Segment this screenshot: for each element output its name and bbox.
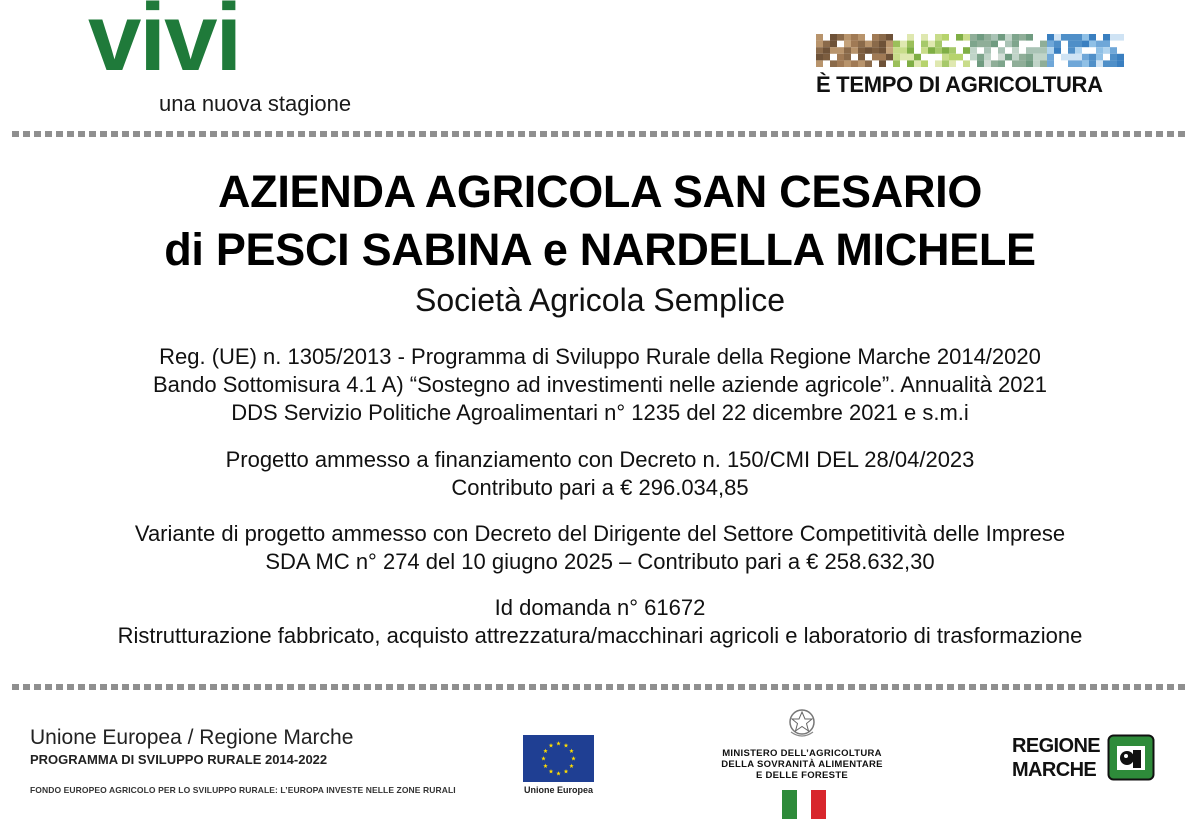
mosaic-pixel [907,54,914,61]
mosaic-pixel [816,47,823,54]
mosaic-pixel [935,47,942,54]
mosaic-pixel [851,41,858,48]
project-line: Contributo pari a € 296.034,85 [451,475,749,500]
eu-flag-icon [523,735,594,782]
regione-marche-wordmark [1012,734,1100,782]
mosaic-pixel [1110,34,1117,41]
mosaic-pixel [1082,34,1089,41]
italian-flag-green [782,790,797,819]
mosaic-pixel [858,60,865,67]
mosaic-pixel [1019,34,1026,41]
mosaic-pixel [879,47,886,54]
regulation-line: DDS Servizio Politiche Agroalimentari n° 1235 del 22 dicembre 2021 e s.m.i [231,400,969,425]
mosaic-pixel [1047,34,1054,41]
mosaic-pixel [1061,34,1068,41]
mosaic-pixel [1068,41,1075,48]
mosaic-pixel [907,41,914,48]
mosaic-pixel [851,47,858,54]
mosaic-pixel [865,41,872,48]
mosaic-pixel [816,60,823,67]
mosaic-pixel [886,41,893,48]
divider-top [12,131,1188,137]
mosaic-pixel [963,47,970,54]
pixel-mosaic-icon [816,34,1124,67]
italian-emblem-icon [786,704,818,740]
mosaic-pixel [1082,54,1089,61]
mosaic-pixel [1040,41,1047,48]
mosaic-pixel [998,54,1005,61]
mosaic-pixel [837,47,844,54]
mosaic-pixel [942,47,949,54]
mosaic-pixel [970,54,977,61]
mosaic-pixel [879,54,886,61]
mosaic-pixel [956,34,963,41]
company-title-line-2: di PESCI SABINA e NARDELLA MICHELE [164,224,1036,275]
mosaic-pixel [984,34,991,41]
vivi-logo-word: vivi [88,0,241,91]
mosaic-pixel [921,60,928,67]
mosaic-pixel [963,60,970,67]
mosaic-pixel [970,41,977,48]
mosaic-pixel [830,47,837,54]
regulation-line: Reg. (UE) n. 1305/2013 - Programma di Sviluppo Rurale della Regione Marche 2014/2020 [159,344,1041,369]
mosaic-pixel [865,60,872,67]
italian-flag-white [797,790,812,819]
mosaic-pixel [1012,34,1019,41]
mosaic-pixel [1061,54,1068,61]
mosaic-pixel [823,41,830,48]
mosaic-pixel [907,47,914,54]
mosaic-pixel [893,41,900,48]
mosaic-pixel [865,47,872,54]
mosaic-pixel [949,54,956,61]
mosaic-pixel [1005,41,1012,48]
mosaic-pixel [816,34,823,41]
divider-bottom [12,684,1188,690]
mosaic-pixel [1068,34,1075,41]
mosaic-pixel [893,47,900,54]
mosaic-pixel [823,54,830,61]
mosaic-pixel [1054,34,1061,41]
mosaic-pixel [1089,54,1096,61]
mosaic-pixel [921,41,928,48]
mosaic-pixel [949,60,956,67]
mosaic-pixel [844,34,851,41]
mosaic-pixel [935,41,942,48]
mosaic-pixel [1110,54,1117,61]
mosaic-pixel [816,54,823,61]
mosaic-pixel [1054,47,1061,54]
eu-region-title: Unione Europea / Regione Marche [30,726,354,749]
mosaic-pixel [830,41,837,48]
mosaic-pixel [1040,47,1047,54]
mosaic-pixel [900,47,907,54]
regione-marche-emblem-icon [1107,734,1155,781]
mosaic-pixel [879,34,886,41]
mosaic-pixel [1075,41,1082,48]
mosaic-pixel [1075,34,1082,41]
mosaic-pixel [844,41,851,48]
mosaic-pixel [1047,60,1054,67]
mosaic-pixel [872,54,879,61]
mosaic-pixel [970,47,977,54]
mosaic-pixel [851,34,858,41]
mosaic-pixel [1033,47,1040,54]
mosaic-pixel [1110,47,1117,54]
mosaic-pixel [977,54,984,61]
mosaic-pixel [991,60,998,67]
mosaic-pixel [984,41,991,48]
mosaic-pixel [837,54,844,61]
mosaic-pixel [830,60,837,67]
mosaic-pixel [1096,41,1103,48]
mosaic-pixel [935,34,942,41]
mosaic-pixel [823,47,830,54]
mosaic-pixel [977,41,984,48]
mosaic-pixel [1082,41,1089,48]
mosaic-pixel [942,60,949,67]
mosaic-pixel [1033,60,1040,67]
mosaic-pixel [858,34,865,41]
mosaic-pixel [844,60,851,67]
mosaic-pixel [858,41,865,48]
mosaic-pixel [844,47,851,54]
mosaic-pixel [1047,54,1054,61]
mosaic-pixel [998,60,1005,67]
mosaic-pixel [991,41,998,48]
vivi-logo-tagline: una nuova stagione [159,91,352,116]
ministry-line: E DELLE FORESTE [755,770,849,781]
mosaic-pixel [1075,47,1082,54]
mosaic-pixel [1005,54,1012,61]
mosaic-pixel [1075,60,1082,67]
mosaic-pixel [977,34,984,41]
italian-flag-red [811,790,826,819]
eu-region-programme: PROGRAMMA DI SVILUPPO RURALE 2014-2022 [30,752,328,767]
mosaic-pixel [886,54,893,61]
mosaic-pixel [928,41,935,48]
mosaic-pixel [1089,34,1096,41]
mosaic-pixel [1096,47,1103,54]
mosaic-pixel [1117,34,1124,41]
mosaic-pixel [1068,54,1075,61]
mosaic-pixel [1026,60,1033,67]
mosaic-pixel [1012,47,1019,54]
mosaic-pixel [1019,60,1026,67]
ministry-line: DELLA SOVRANITÀ ALIMENTARE [721,759,883,770]
eu-region-fund: FONDO EUROPEO AGRICOLO PER LO SVILUPPO RURALE: L’EUROPA INVESTE NELLE ZONE RURALI [30,785,456,795]
ministry-name [700,748,904,781]
mosaic-pixel [935,60,942,67]
mosaic-pixel [914,60,921,67]
mosaic-pixel [816,41,823,48]
project-line: Progetto ammesso a finanziamento con Decreto n. 150/CMI DEL 28/04/2023 [225,447,975,472]
tempo-logo-text: È TEMPO DI AGRICOLTURA [816,72,1103,97]
mosaic-pixel [1082,60,1089,67]
mosaic-pixel [1012,60,1019,67]
mosaic-pixel [893,60,900,67]
mosaic-pixel [1026,47,1033,54]
mosaic-pixel [984,60,991,67]
mosaic-pixel [914,54,921,61]
mosaic-pixel [830,34,837,41]
regione-marche-word: REGIONE [1012,735,1101,757]
mosaic-pixel [872,34,879,41]
mosaic-pixel [928,47,935,54]
mosaic-pixel [858,47,865,54]
mosaic-pixel [1103,34,1110,41]
mosaic-pixel [886,47,893,54]
mosaic-pixel [844,54,851,61]
mosaic-pixel [970,34,977,41]
mosaic-pixel [907,60,914,67]
mosaic-pixel [837,60,844,67]
mosaic-pixel [858,54,865,61]
regulation-line: Bando Sottomisura 4.1 A) “Sostegno ad investimenti nelle aziende agricole”. Annualità 2021 [152,372,1047,397]
mosaic-pixel [900,54,907,61]
mosaic-pixel [879,60,886,67]
mosaic-pixel [1047,41,1054,48]
variant-line: SDA MC n° 274 del 10 giugno 2025 – Contributo pari a € 258.632,30 [265,549,935,574]
regione-marche-word: MARCHE [1012,759,1097,781]
mosaic-pixel [1033,54,1040,61]
company-title-line-1: AZIENDA AGRICOLA SAN CESARIO [217,166,983,217]
mosaic-pixel [1103,41,1110,48]
mosaic-pixel [872,41,879,48]
mosaic-pixel [886,34,893,41]
domain-line: Ristrutturazione fabbricato, acquisto attrezzatura/macchinari agricoli e laboratorio di trasformazione [117,623,1083,648]
mosaic-pixel [963,34,970,41]
mosaic-pixel [1012,41,1019,48]
mosaic-pixel [1054,41,1061,48]
mosaic-pixel [1110,60,1117,67]
mosaic-pixel [1040,54,1047,61]
mosaic-pixel [998,47,1005,54]
mosaic-pixel [1047,47,1054,54]
mosaic-pixel [942,54,949,61]
mosaic-pixel [1089,60,1096,67]
mosaic-pixel [1026,54,1033,61]
mosaic-pixel [984,54,991,61]
mosaic-pixel [1012,54,1019,61]
mosaic-pixel [1040,60,1047,67]
mosaic-pixel [1068,60,1075,67]
variant-line: Variante di progetto ammesso con Decreto del Dirigente del Settore Competitività delle Imprese [134,521,1066,546]
mosaic-pixel [942,34,949,41]
mosaic-pixel [1026,34,1033,41]
mosaic-pixel [984,47,991,54]
mosaic-pixel [1075,54,1082,61]
mosaic-pixel [1117,54,1124,61]
ministry-line: MINISTERO DELL’AGRICOLTURA [722,748,882,759]
eu-label: Unione Europea [523,785,593,795]
mosaic-pixel [879,41,886,48]
vivi-logo [86,0,386,118]
mosaic-pixel [872,47,879,54]
mosaic-pixel [900,41,907,48]
mosaic-pixel [998,34,1005,41]
mosaic-pixel [851,60,858,67]
eu-region-block [30,726,456,795]
mosaic-pixel [1117,60,1124,67]
italian-flag-icon [782,790,826,819]
regione-marche-logo [1012,734,1157,784]
mosaic-pixel [956,54,963,61]
mosaic-pixel [1005,34,1012,41]
mosaic-pixel [1096,60,1103,67]
mosaic-pixel [1068,47,1075,54]
mosaic-pixel [907,34,914,41]
mosaic-pixel [921,47,928,54]
domain-line: Id domanda n° 61672 [494,595,706,620]
company-subtitle: Società Agricola Semplice [415,282,785,318]
mosaic-pixel [1103,47,1110,54]
tempo-di-agricoltura-logo [816,34,1126,97]
mosaic-pixel [991,34,998,41]
mosaic-pixel [1096,54,1103,61]
mosaic-pixel [921,34,928,41]
mosaic-pixel [949,47,956,54]
mosaic-pixel [977,60,984,67]
mosaic-pixel [893,54,900,61]
mosaic-pixel [1019,54,1026,61]
mosaic-pixel [1103,60,1110,67]
mosaic-pixel [837,34,844,41]
mosaic-pixel [1089,41,1096,48]
